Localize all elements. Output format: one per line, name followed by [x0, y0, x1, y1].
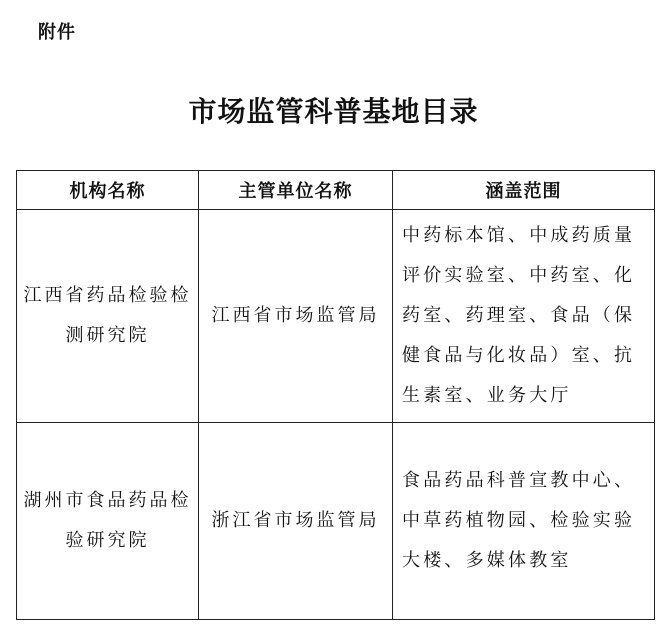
scope-cell: 中药标本馆、中成药质量评价实验室、中药室、化药室、药理室、食品（保健食品与化妆品）室、抗生素室、业务大厅	[393, 210, 655, 423]
table-row	[17, 210, 655, 423]
column-header-institution: 机构名称	[17, 171, 199, 210]
table-header-row	[17, 171, 655, 210]
science-base-table	[16, 170, 655, 620]
column-header-scope: 涵盖范围	[393, 171, 655, 210]
scope-cell: 食品药品科普宣教中心、中草药植物园、检验实验大楼、多媒体教室	[393, 423, 655, 620]
authority-cell: 浙江省市场监管局	[199, 423, 393, 620]
attachment-label: 附件	[38, 22, 76, 43]
institution-cell: 湖州市食品药品检验研究院	[17, 423, 199, 620]
document-title: 市场监管科普基地目录	[188, 95, 479, 128]
authority-cell: 江西省市场监管局	[199, 210, 393, 423]
column-header-authority: 主管单位名称	[199, 171, 393, 210]
institution-cell: 江西省药品检验检测研究院	[17, 210, 199, 423]
table-row	[17, 423, 655, 620]
